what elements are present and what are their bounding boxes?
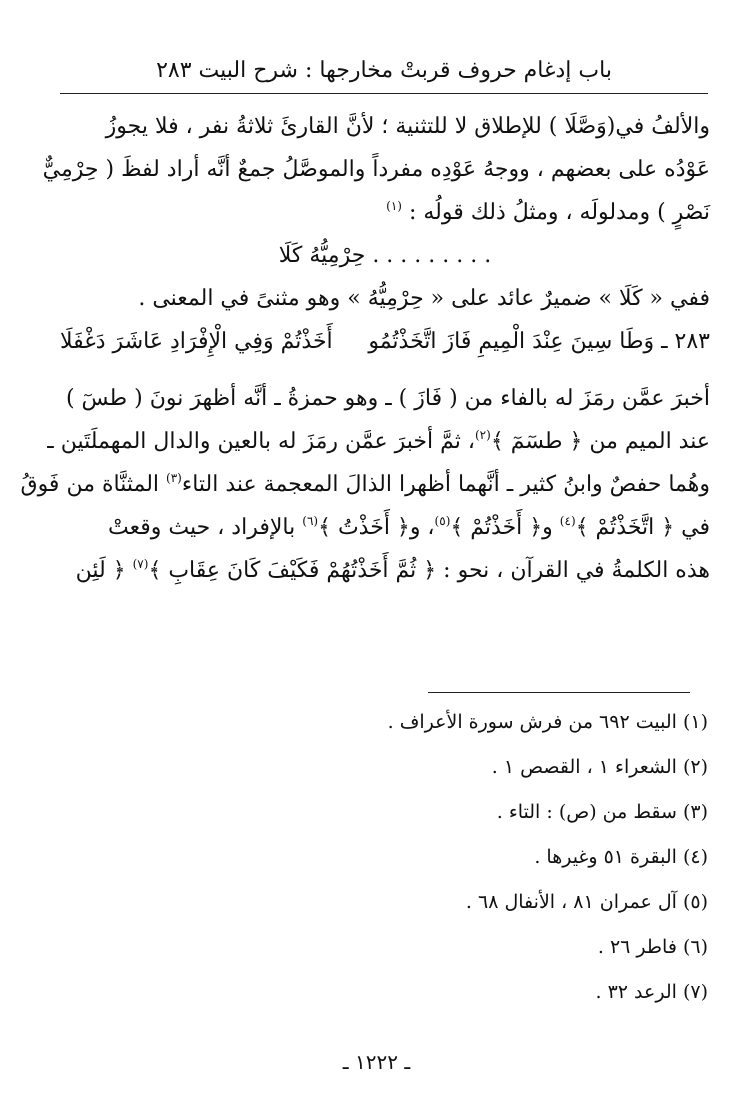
poem-verse-283 bbox=[60, 320, 710, 363]
text-line: والألفُ في(وَصَّلَا ) للإطلاق لا للتثنية ؛ لأنَّ القارئَ ثلاثةُ نفر ، فلا يجوزُ bbox=[105, 114, 710, 139]
footnote-item: (٧) الرعد ٣٢ . bbox=[595, 981, 708, 1003]
footnote-item: (١) البيت ٦٩٢ من فرش سورة الأعراف . bbox=[387, 711, 708, 733]
footnote-item: (٥) آل عمران ٨١ ، الأنفال ٦٨ . bbox=[465, 891, 708, 913]
text-segment: في ﴿ اتَّخَذْتُمْ ﴾ bbox=[575, 515, 710, 540]
text-line: أخبرَ عمَّن رمَزَ له بالفاء من ( فَازَ ) ـ وهو حمزةُ ـ أنَّه أظهرَ نونَ ( طسٓ ) bbox=[65, 386, 710, 411]
page-number: ـ ١٢٢٢ ـ bbox=[342, 1050, 411, 1074]
text-line bbox=[47, 420, 710, 463]
text-segment: وهُما حفصٌ وابنُ كثير ـ أنَّهما أظهرا الذالَ المعجمة عند التاء bbox=[181, 472, 710, 497]
quoted-verse-fragment: . . . . . . . . . حِرْمِيُّهُ كَلَا bbox=[278, 243, 492, 268]
footnote-divider bbox=[428, 692, 690, 693]
text-segment: ، و﴿ أَخَذْتُ ﴾ bbox=[318, 515, 435, 540]
text-segment: نَصْرٍ ) ومدلولَه ، ومثلُ ذلك قولُه : bbox=[408, 200, 710, 225]
footnote-ref: (٥) bbox=[434, 514, 451, 528]
running-header bbox=[60, 44, 708, 94]
footnote-item: (٣) سقط من (ص) : التاء . bbox=[496, 801, 708, 823]
footnote-item: (٢) الشعراء ١ ، القصص ١ . bbox=[491, 756, 708, 778]
footnotes bbox=[60, 700, 708, 1015]
footnote-ref: (٦) bbox=[302, 514, 319, 528]
text-segment: ، ثمَّ أخبرَ عمَّن رمَزَ له بالعين والدال المهملَتَين ـ bbox=[47, 429, 475, 454]
footnote-ref: (٧) bbox=[132, 557, 149, 571]
footnote-item: (٦) فاطر ٢٦ . bbox=[597, 936, 708, 958]
text-line bbox=[60, 549, 710, 592]
text-segment: المثنَّاة من فَوقُ bbox=[20, 472, 160, 497]
footnote-ref: (١) bbox=[386, 199, 402, 213]
header-title: باب إدغام حروف قربتْ مخارجها : شرح البيت ٢٨٣ bbox=[156, 58, 612, 83]
text-segment: و﴿ أَخَذْتُمْ ﴾ bbox=[450, 515, 560, 540]
text-segment: ﴿ لَئِن bbox=[75, 558, 133, 583]
footnote-item: (٤) البقرة ٥١ وغيرها . bbox=[534, 846, 708, 868]
verse-second-hemistich: أَخَذْتُمْ وَفِي الْإِفْرَادِ عَاشَرَ دَغْفَلَا bbox=[60, 329, 333, 354]
text-segment: هذه الكلمةُ في القرآن ، نحو : ﴿ ثُمَّ أَخَذْتُهُمْ فَكَيْفَ كَانَ عِقَابِ ﴾ bbox=[148, 558, 710, 583]
text-line: ففي « كَلَا » ضميرٌ عائد على « حِرْمِيُّهُ » وهو مثنىً في المعنى . bbox=[138, 286, 710, 311]
footnote-ref: (٢) bbox=[474, 428, 491, 442]
verse-first-hemistich: ٢٨٣ ـ وَطَا سِينَ عِنْدَ الْمِيمِ فَازَ اتَّخَذْتُمُو bbox=[368, 329, 710, 354]
footnote-ref: (٤) bbox=[559, 514, 576, 528]
text-segment: بالإفراد ، حيث وقعتْ bbox=[108, 515, 303, 540]
text-line bbox=[60, 191, 710, 234]
text-line bbox=[60, 506, 710, 549]
text-line bbox=[20, 463, 710, 506]
text-segment: عند الميم من ﴿ طسٓمٓ ﴾ bbox=[490, 429, 710, 454]
text-line: عَوْدُه على بعضهم ، ووجهُ عَوْدِه مفرداً والموصَّلُ جمعٌ أنَّه أراد لفظَ ( حِرْمِيٌّ bbox=[42, 157, 710, 182]
footnote-ref: (٣) bbox=[166, 471, 182, 485]
main-text bbox=[20, 105, 710, 592]
